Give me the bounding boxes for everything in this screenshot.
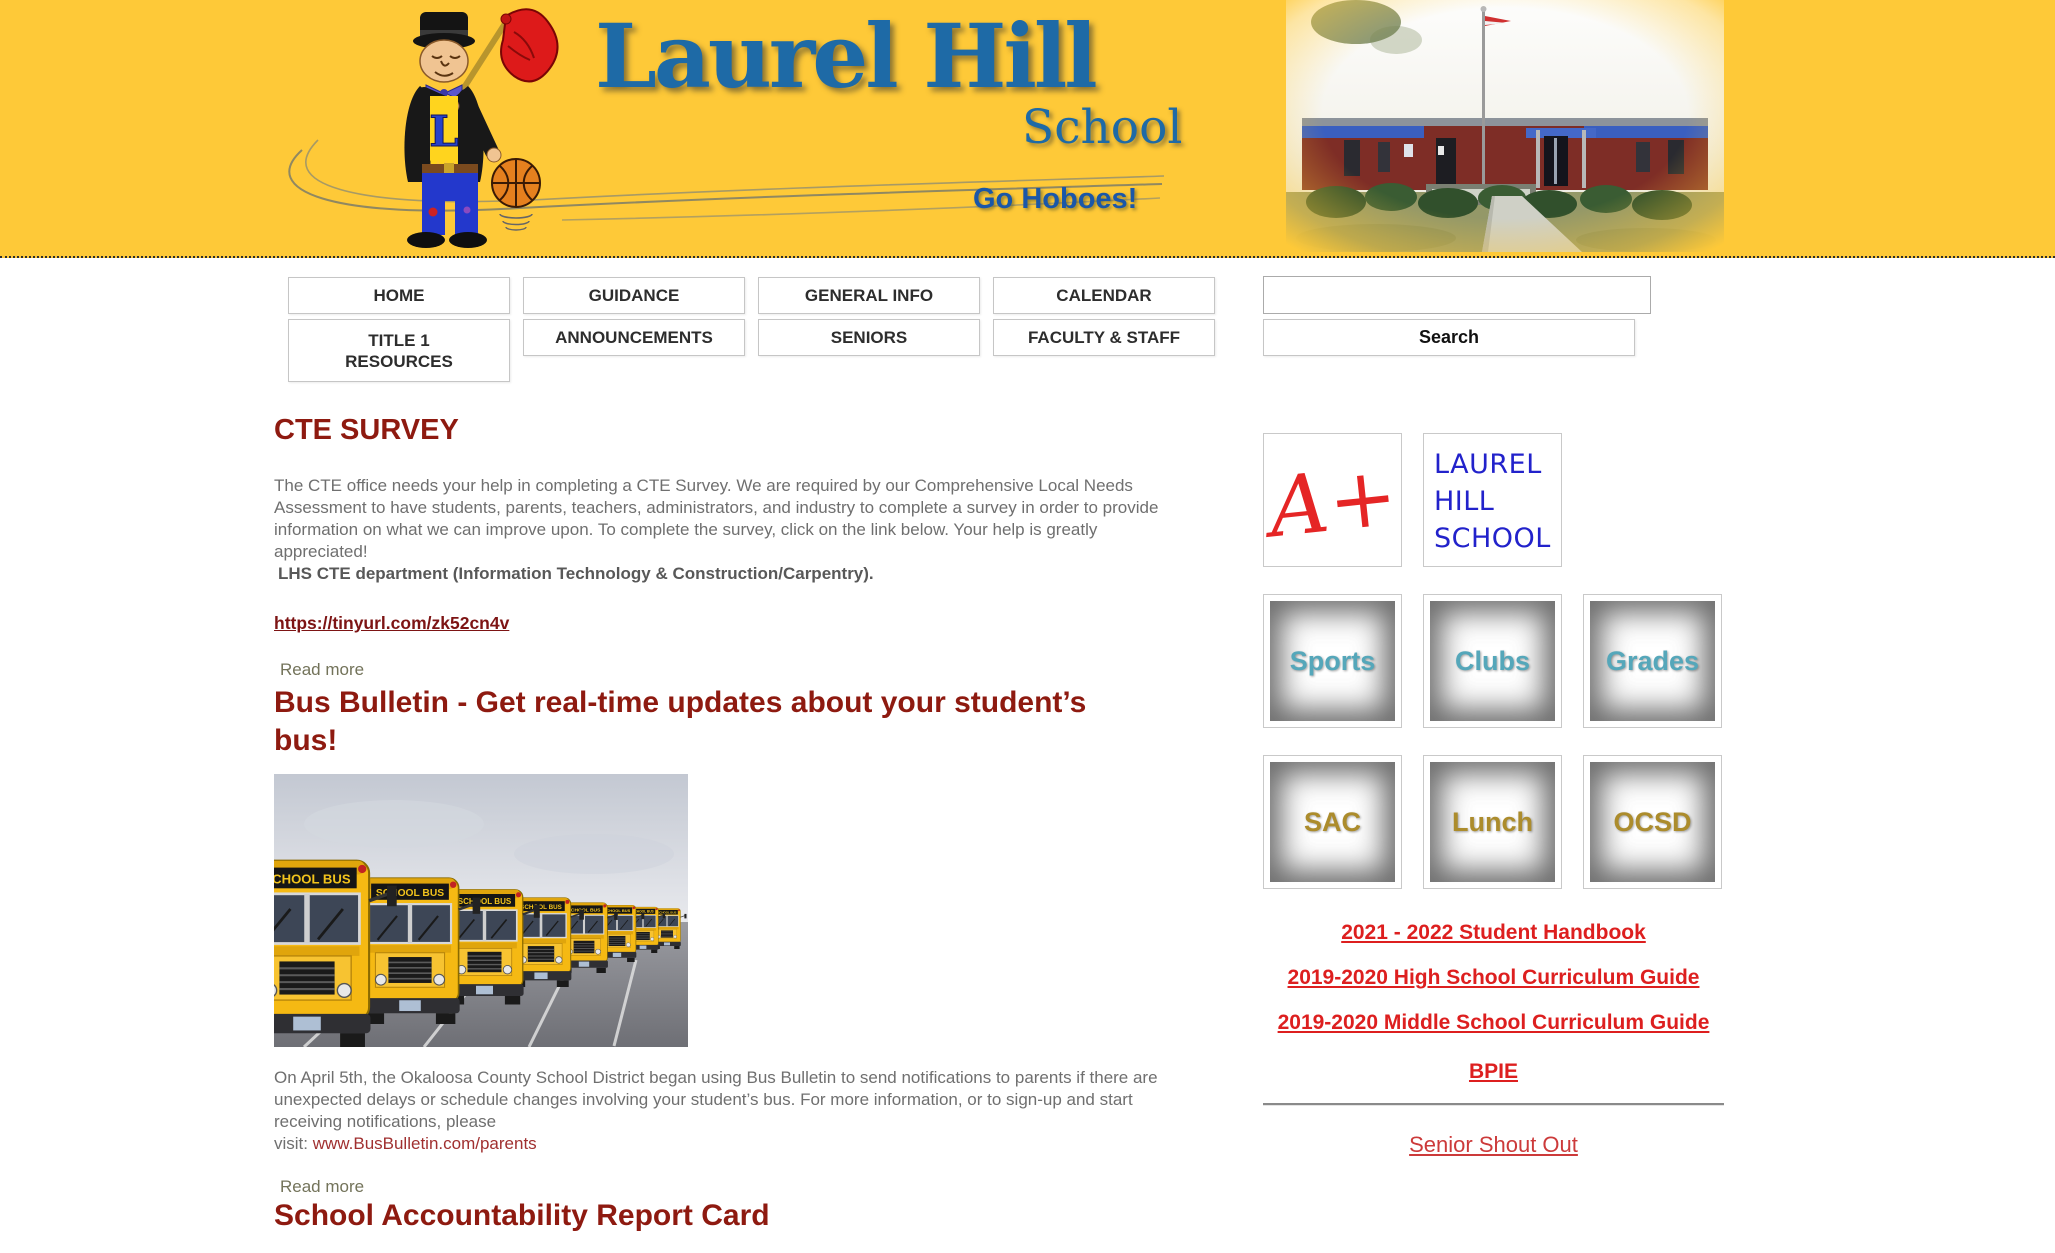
aplus-logo[interactable] — [1263, 433, 1402, 567]
header-banner — [0, 0, 2055, 258]
nav-calendar[interactable]: CALENDAR — [993, 277, 1215, 314]
cte-survey-heading: CTE SURVEY — [274, 414, 459, 446]
sidebar-divider — [1263, 1103, 1724, 1106]
tile-sports-label: Sports — [1289, 645, 1376, 676]
tile-sports[interactable] — [1263, 594, 1402, 728]
search-input[interactable] — [1263, 276, 1651, 314]
tile-clubs-label: Clubs — [1454, 645, 1530, 676]
tile-ocsd-label: OCSD — [1613, 806, 1692, 837]
hs-curriculum-guide-link[interactable]: 2019-2020 High School Curriculum Guide — [1287, 966, 1700, 989]
bus-bulletin-heading: Bus Bulletin - Get real-time updates about your student’s bus! — [274, 686, 1087, 757]
tile-grades[interactable] — [1583, 594, 1722, 728]
school-name-line: SCHOOL — [1434, 523, 1551, 554]
tile-lunch-label: Lunch — [1452, 806, 1533, 837]
search-button[interactable]: Search — [1263, 319, 1635, 356]
tile-sac-label: SAC — [1303, 806, 1361, 837]
school-tagline: Go Hoboes! — [973, 183, 1138, 215]
senior-shout-out-link[interactable]: Senior Shout Out — [1409, 1132, 1578, 1157]
ms-curriculum-guide-link[interactable]: 2019-2020 Middle School Curriculum Guide — [1277, 1011, 1710, 1034]
school-name-line: LAUREL — [1434, 449, 1542, 480]
school-buses-image — [274, 774, 688, 1047]
school-building-photo — [1286, 0, 1724, 252]
mascot-letter: L — [429, 107, 459, 156]
report-card-heading: School Accountability Report Card — [274, 1199, 770, 1232]
main-content — [274, 414, 1179, 1233]
cte-read-more-link[interactable]: Read more — [280, 660, 365, 679]
nav-announcements[interactable]: ANNOUNCEMENTS — [523, 319, 745, 356]
aplus-text: A+ — [1264, 448, 1402, 556]
tile-grades-label: Grades — [1605, 645, 1700, 676]
school-title: Laurel Hill — [595, 4, 1095, 108]
student-handbook-link[interactable]: 2021 - 2022 Student Handbook — [1341, 921, 1646, 944]
nav-seniors[interactable]: SENIORS — [758, 319, 980, 356]
cte-survey-body: The CTE office needs your help in completing a CTE Survey. We are required by our Comprehensive Local Needs Assessment to have students, parents, teachers, administrators, and industry to complete a survey in order to provide information on what we can improve upon. To complete the survey, click on the link below. Your help is greatly appreciated! — [274, 476, 1159, 561]
school-name-line: HILL — [1434, 486, 1495, 517]
bus-bulletin-body: On April 5th, the Okaloosa County School District began using Bus Bulletin to send notifications to parents if there are unexpected delays or schedule changes involving your student’s bus. For more information, or to sign-up and start receiving notifications, please — [274, 1068, 1158, 1131]
nav-home[interactable]: HOME — [288, 277, 510, 314]
bus-read-more-link[interactable]: Read more — [280, 1177, 365, 1196]
visit-label: visit: — [274, 1134, 313, 1153]
bpie-link[interactable]: BPIE — [1468, 1060, 1518, 1083]
hobo-mascot-icon — [356, 2, 561, 250]
nav-general-info[interactable]: GENERAL INFO — [758, 277, 980, 314]
nav-guidance[interactable]: GUIDANCE — [523, 277, 745, 314]
school-name-box[interactable] — [1423, 433, 1562, 567]
tile-ocsd[interactable] — [1583, 755, 1722, 889]
tile-clubs[interactable] — [1423, 594, 1562, 728]
nav-faculty-staff[interactable]: FACULTY & STAFF — [993, 319, 1215, 356]
nav-title1-resources[interactable]: TITLE 1 RESOURCES — [288, 319, 510, 382]
tile-sac[interactable] — [1263, 755, 1402, 889]
school-title-sub: School — [1022, 100, 1183, 155]
tile-lunch[interactable] — [1423, 755, 1562, 889]
bus-bulletin-link[interactable]: www.BusBulletin.com/parents — [312, 1134, 537, 1153]
cte-department-line: LHS CTE department (Information Technology & Construction/Carpentry). — [278, 564, 874, 583]
sidebar — [1263, 433, 1724, 1158]
cte-survey-link[interactable]: https://tinyurl.com/zk52cn4v — [274, 613, 510, 633]
